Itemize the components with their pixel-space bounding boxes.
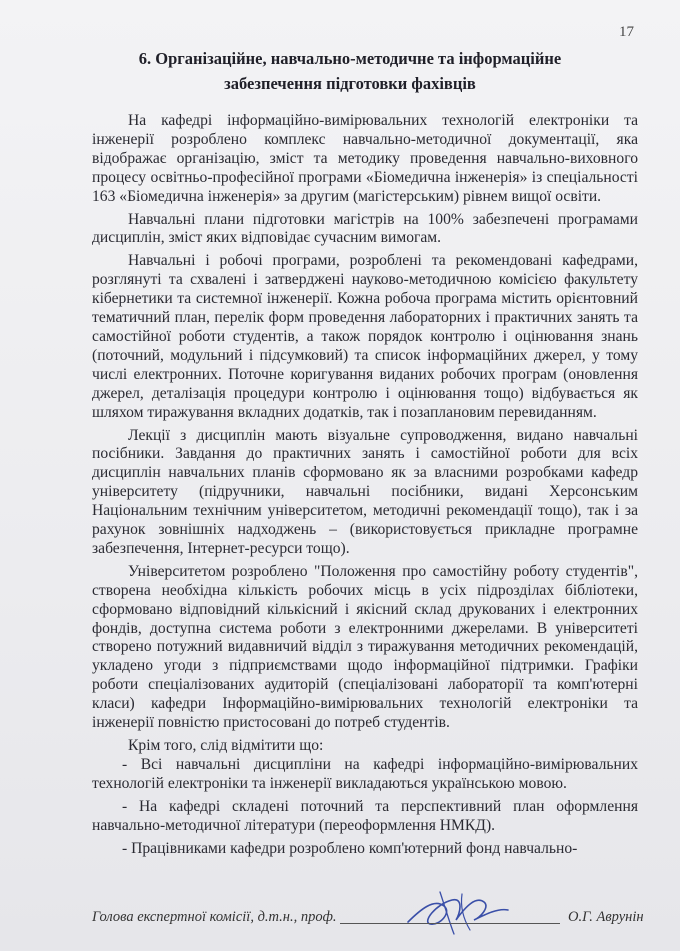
paragraph-2: Навчальні плани підготовки магістрів на 100% забезпечені програмами дисциплін, зміст яких відповідає сучасним вимогам. bbox=[92, 210, 638, 247]
section-title bbox=[120, 46, 580, 96]
section-title-line-1: 6. Організаційне, навчально-методичне та інформаційне bbox=[138, 49, 562, 68]
list-item: - Працівниками кафедри розроблено комп'ютерний фонд навчально- bbox=[122, 839, 578, 857]
signature-line bbox=[92, 903, 652, 933]
list-item: - На кафедрі складені поточний та перспективний план оформлення навчально-методичної літератури (переоформлення НМКД). bbox=[92, 797, 638, 834]
paragraph-6: Крім того, слід відмітити що: bbox=[128, 737, 324, 754]
paragraph-4: Лекції з дисциплін мають візуальне супроводження, видано навчальні посібники. Завдання до практичних занять і самостійної роботи для всіх дисциплін навчальних планів сформовано як за власними розробками кафедр університету (підручники, навчальні посібники, видані Херсонським Національним технічним університетом, методичні рекомендації тощо), так і за рахунок зовнішніх надходжень – (використовується прикладне програмне забезпечення, Інтернет-ресурси тощо). bbox=[92, 426, 638, 557]
signatory-role: Голова експертної комісії, д.т.н., проф. bbox=[92, 909, 337, 925]
signatory-name: О.Г. Аврунін bbox=[568, 909, 644, 925]
body-text bbox=[92, 112, 638, 858]
paragraph-1: На кафедрі інформаційно-вимірювальних технологій електроніки та інженерії розроблено комплекс навчально-методичної документації, яка відображає організацію, зміст та методику проведення навчально-виховного процесу освітньо-професійної програми «Біомедична інженерія» із спеціальності 163 «Біомедична інженерія» за другим (магістерським) рівнем вищої освіти. bbox=[92, 112, 638, 205]
page-number: 17 bbox=[619, 24, 634, 40]
section-title-line-2: забезпечення підготовки фахівців bbox=[224, 74, 476, 93]
list-item: - Всі навчальні дисципліни на кафедрі інформаційно-вимірювальних технологій електроніки та інженерії викладаються українською мовою. bbox=[92, 755, 638, 792]
paragraph-5: Університетом розроблено "Положення про самостійну роботу студентів", створена необхідна кількість робочих місць в усіх підрозділах бібліотеки, сформовано відповідний кількісний і якісний склад друкованих і електронних фондів, доступна система роботи з електронними джерелами. В університеті створено потужний видавничий відділ з тиражування методичних рекомендацій, укладено угоди з підприємствами щодо інформаційної підтримки. Графіки роботи спеціалізованих аудиторій (спеціалізовані лабораторії та комп'ютерні класи) кафедри Інформаційно-вимірювальних технологій електроніки та інженерії повністю пристосовані до потреб студентів. bbox=[92, 562, 638, 732]
signature-underline bbox=[340, 923, 560, 924]
paragraph-3: Навчальні і робочі програми, розроблені та рекомендовані кафедрами, розглянуті та схвалені і затверджені науково-методичною комісією факультету кібернетики та системної інженерії. Кожна робоча програма містить орієнтовний тематичний план, перелік форм проведення лабораторних і практичних занять та самостійної роботи студентів, а також порядок контролю і оцінювання знань (поточний, модульний і підсумковий) та список інформаційних джерел, у тому числі електронних. Поточне коригування виданих робочих програм (оновлення джерел, деталізація процедури контролю і оцінювання тощо) відбувається як шляхом тиражування вкладних додатків, так і позаплановим перевиданням. bbox=[92, 252, 638, 421]
